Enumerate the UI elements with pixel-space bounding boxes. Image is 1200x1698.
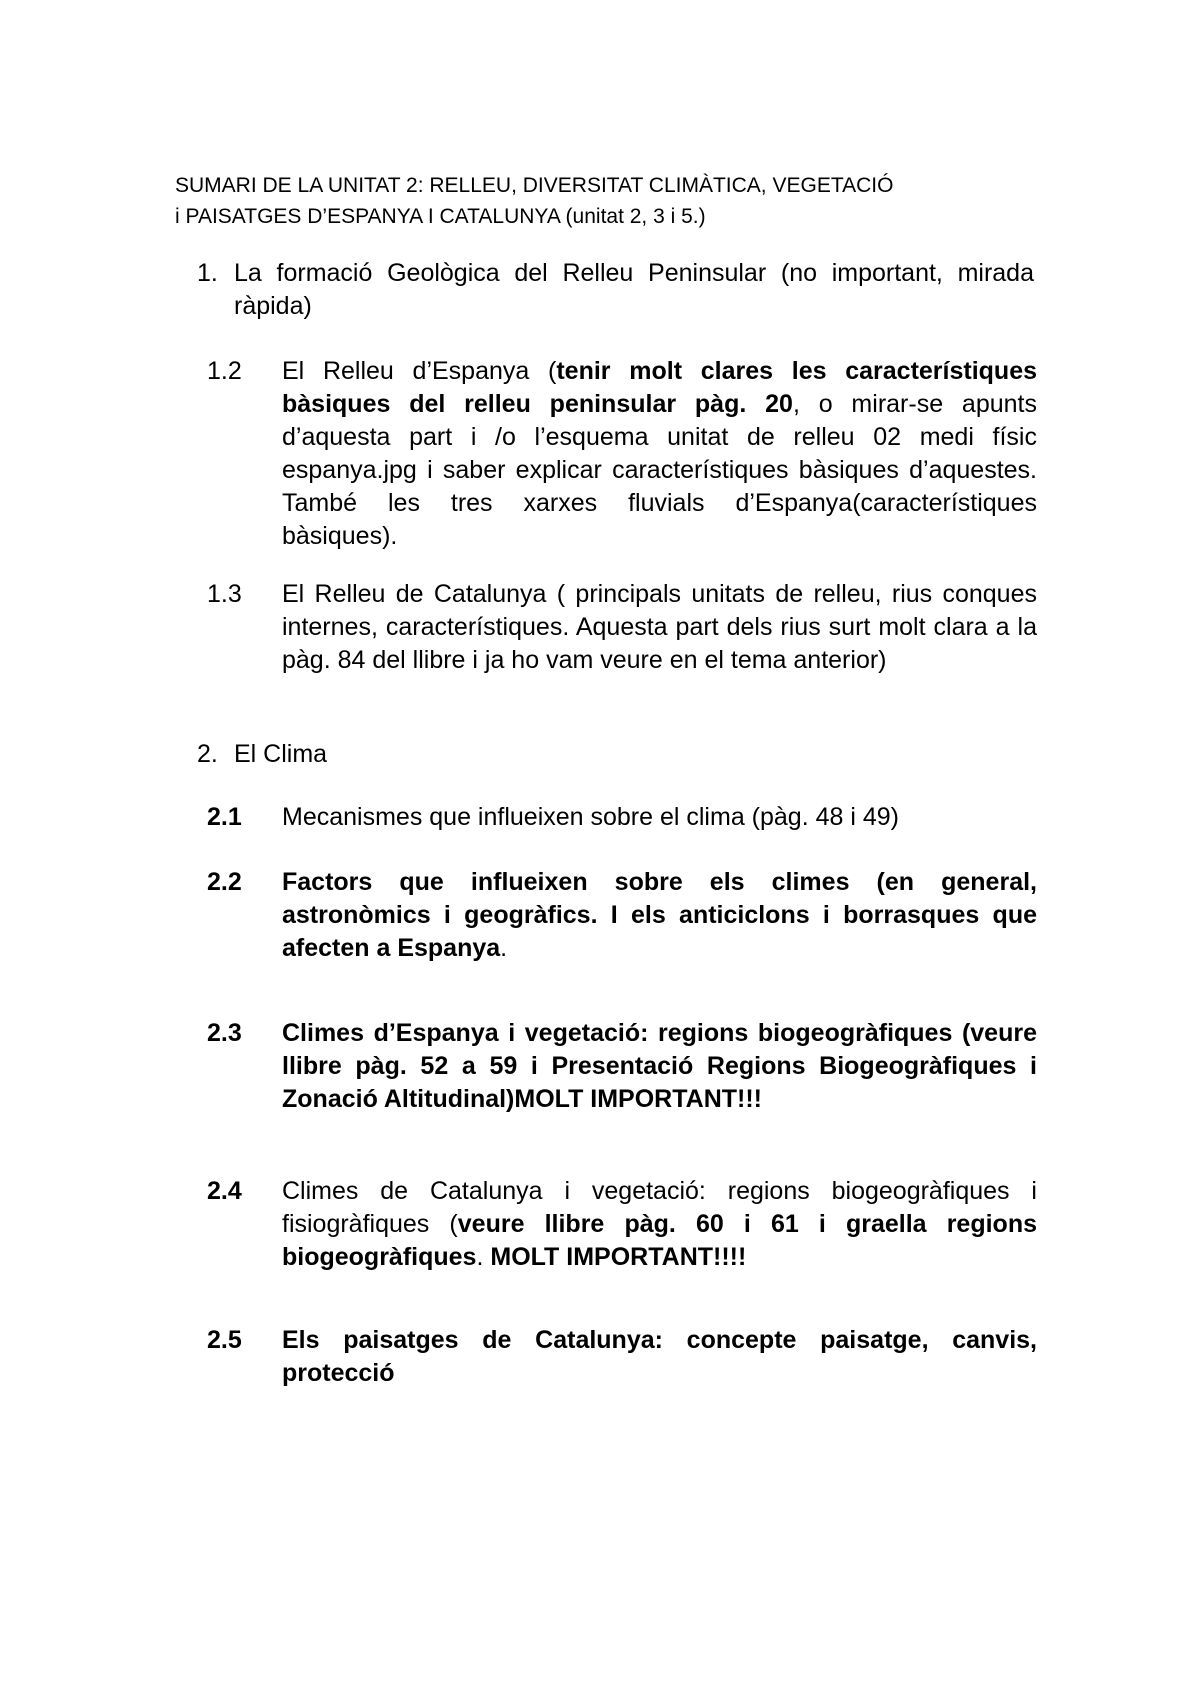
section-number: 1. [197, 259, 218, 287]
section-text-bold: Factors que influeixen sobre els climes (en general, astronòmics i geogràfics. I els anticiclons i borrasques que afecten a Espanya [282, 868, 1037, 962]
section-2-4 [207, 1175, 1037, 1275]
section-number: 2.2 [207, 868, 242, 896]
section-text: La formació Geològica del Relleu Peninsular (no important, mirada ràpida) [234, 259, 1034, 320]
section-1-2 [207, 355, 1037, 555]
section-text-bold: MOLT IMPORTANT!!!! [490, 1243, 747, 1271]
section-2-3 [207, 1017, 1037, 1152]
section-number: 2.1 [207, 803, 242, 831]
section-text [282, 355, 1037, 553]
section-text-part: El Relleu d’Espanya ( [282, 357, 557, 385]
section-number: 1.3 [207, 580, 242, 608]
section-1 [197, 257, 1037, 327]
section-text [282, 1175, 1037, 1274]
section-2-5 [207, 1324, 1037, 1394]
section-1-3 [207, 578, 1037, 713]
section-text-part: Climes de Catalunya i vegetació: regions biogeogràfiques i fisiogràfiques ( [282, 1177, 1037, 1238]
section-text-part: , o mirar-se apunts d’aquesta part i /o l’esquema unitat de relleu 02 medi físic espanya.jpg i saber explicar característiques bàsiques d’aquestes. També les tres xarxes fluvials d’Espanya(característiques bàsiques). [282, 390, 1037, 550]
section-2-1 [207, 801, 1037, 837]
section-text: Climes d’Espanya i vegetació: regions biogeogràfiques (veure llibre pàg. 52 a 59 i Presentació Regions Biogeogràfiques i Zonació Altitudinal)MOLT IMPORTANT!!! [282, 1019, 1037, 1113]
section-text: Mecanismes que influeixen sobre el clima (pàg. 48 i 49) [282, 803, 899, 831]
document-title [175, 170, 1035, 232]
section-text: El Clima [234, 740, 328, 768]
title-line-1: SUMARI DE LA UNITAT 2: RELLEU, DIVERSITAT CLIMÀTICA, VEGETACIÓ [175, 174, 894, 197]
title-line-2: i PAISATGES D’ESPANYA I CATALUNYA (unitat 2, 3 i 5.) [175, 205, 706, 228]
section-text-part: . [476, 1243, 491, 1271]
section-text: El Relleu de Catalunya ( principals unitats de relleu, rius conques internes, característiques. Aquesta part dels rius surt molt clara a la pàg. 84 del llibre i ja ho vam veure en el tema anterior) [282, 580, 1037, 674]
section-text: Els paisatges de Catalunya: concepte paisatge, canvis, protecció [282, 1326, 1037, 1387]
section-2 [197, 738, 1037, 774]
section-number: 2. [197, 740, 218, 768]
section-number: 2.5 [207, 1326, 242, 1354]
section-number: 2.4 [207, 1177, 242, 1205]
section-text [282, 866, 1037, 965]
section-2-2 [207, 866, 1037, 966]
section-text-bold: tenir molt clares les característiques bàsiques del relleu peninsular pàg. 20 [282, 357, 1038, 418]
section-number: 2.3 [207, 1019, 242, 1047]
section-text-bold: veure llibre pàg. 60 i 61 i graella regions biogeogràfiques [282, 1210, 1037, 1271]
section-number: 1.2 [207, 357, 242, 385]
section-text-part: . [500, 934, 508, 962]
